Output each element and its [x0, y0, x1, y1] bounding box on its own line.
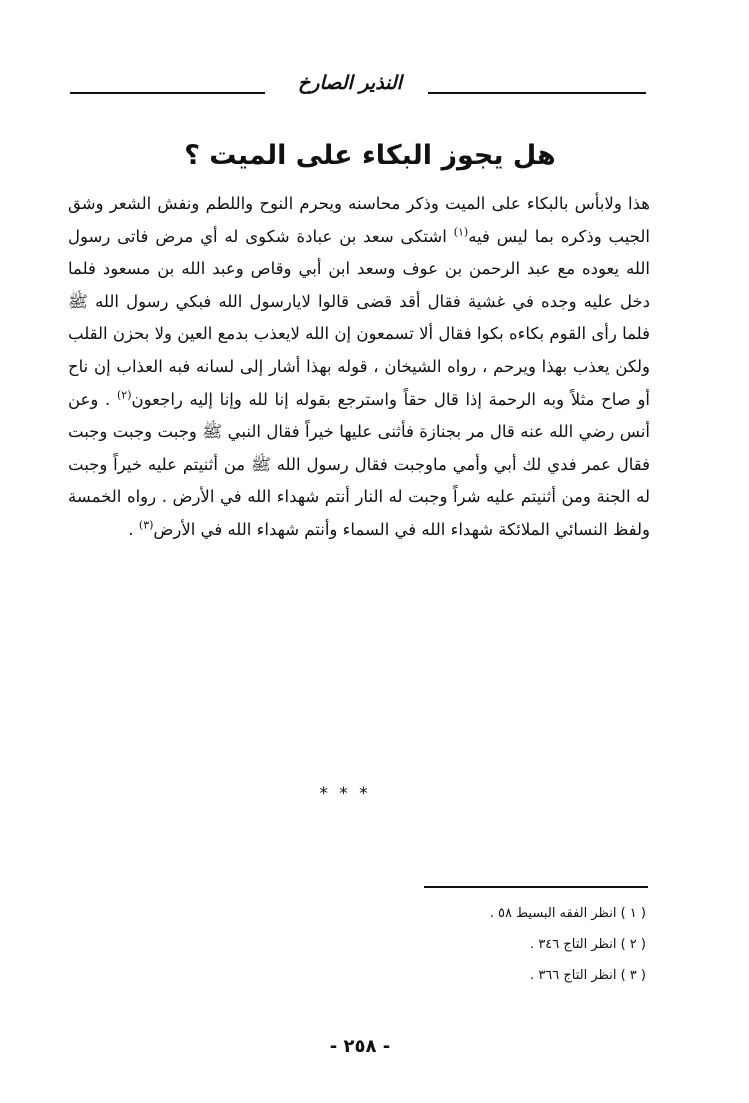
footnote-ref-1: (١) [453, 225, 469, 239]
footnote-ref-2: (٢) [117, 388, 132, 402]
header-rule-left [70, 92, 265, 94]
footnote-1: ( ١ ) انظر الفقه البسيط ٥٨ . [489, 906, 646, 921]
footnote-ref-3: (٣) [138, 518, 154, 532]
section-separator: * * * [319, 784, 371, 804]
body-text-part-1: هذا ولابأس بالبكاء على الميت وذكر محاسنه ويحرم النوح واللطم ونفش الشعر وشق الجيب وذكره بما ليس فيه [68, 194, 650, 246]
header-rule-right [428, 92, 646, 94]
body-paragraph [68, 188, 650, 547]
footnote-3: ( ٣ ) انظر التاج ٣٦٦ . [530, 968, 646, 983]
section-title: هل يجوز البكاء على الميت ؟ [184, 140, 556, 171]
running-header [70, 70, 646, 100]
footnote-rule [424, 886, 648, 888]
footnote-2: ( ٢ ) انظر التاج ٣٤٦ . [530, 937, 646, 952]
body-text-part-2: اشتكى سعد بن عبادة شكوى له أي مرض فاتى رسول الله يعوده مع عبد الرحمن بن عوف وسعد ابن أبي وقاص وعبد الله بن مسعود فلما دخل عليه وجده في غشية فقال أقد قضى قالوا لايارسول الله فبكي رسول الله ﷺ فلما رأى القوم بكاءه بكوا فقال ألا تسمعون إن الله لايعذب بدمع العين ولا بحزن القلب ولكن يعذب بهذا ويرحم ، رواه الشيخان ، قوله بهذا أشار إلى لسانه فبه العذاب إن ناح أو صاح مثلاً وبه الرحمة إذا قال حقاً واسترجع بقوله إنا لله وإنا إليه راجعون [68, 226, 651, 409]
body-text-part-4: . [128, 519, 139, 539]
footnotes [380, 898, 646, 991]
body-text-part-3: . وعن أنس رضي الله عنه قال مر بجنازة فأثنى عليها خيراً فقال النبي ﷺ وجبت وجبت وجبت فقال عمر فدي لك أبي وأمي ماوجبت فقال رسول الله ﷺ من أثنيتم عليه خيراً وجبت له الجنة ومن أثنيتم عليه شراً وجبت له النار أنتم شهداء الله في الأرض . رواه الخمسة ولفظ النسائي الملائكة شهداء الله في السماء وأنتم شهداء الله في الأرض [68, 389, 650, 539]
page-number: - ٢٥٨ - [329, 1036, 391, 1057]
running-title: النذير الصارخ [298, 72, 402, 94]
